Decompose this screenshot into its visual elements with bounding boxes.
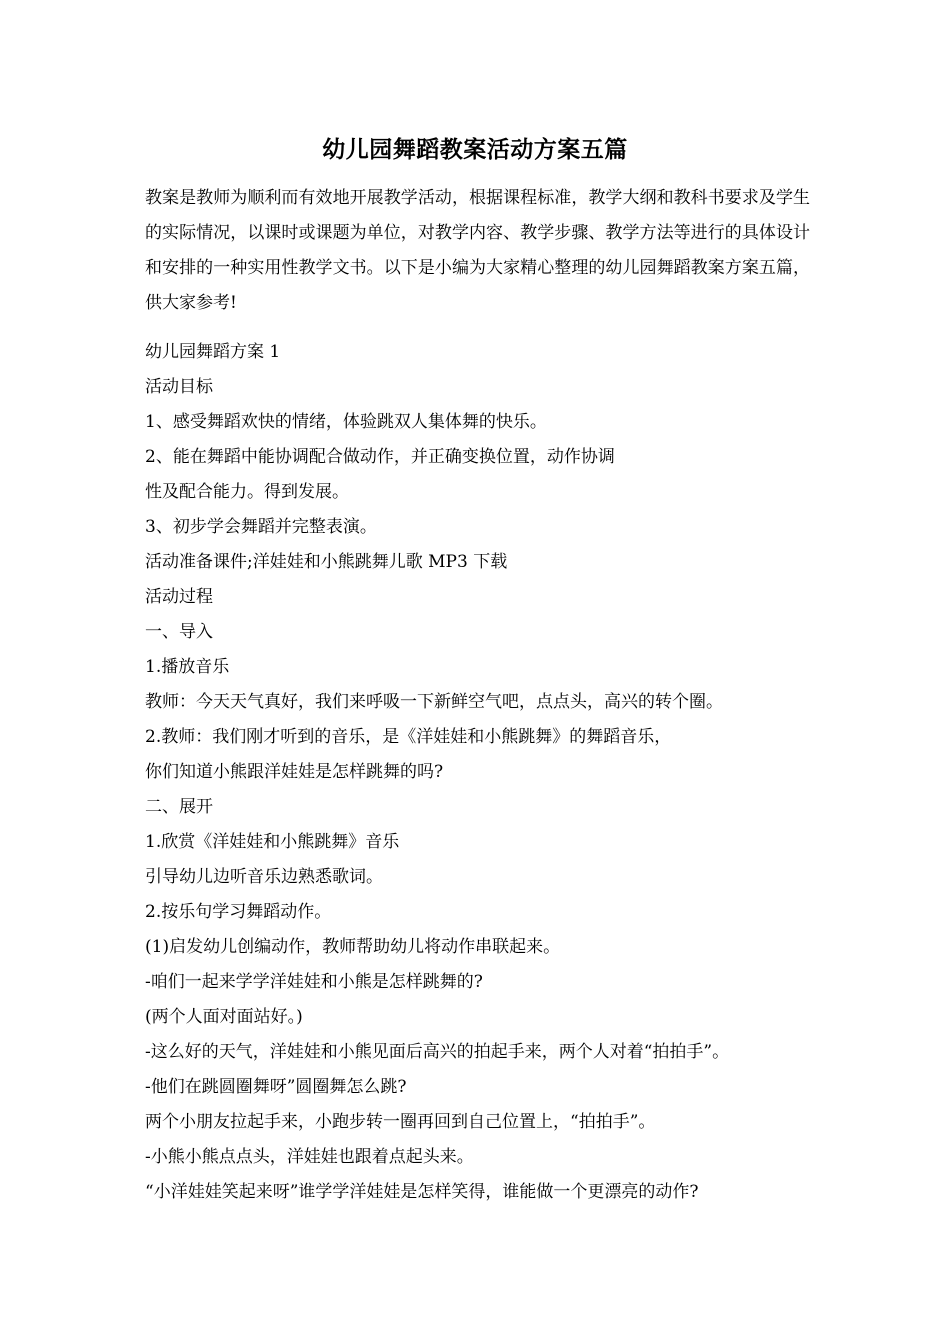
text-line: 1.欣赏《洋娃娃和小熊跳舞》音乐 [145,832,400,852]
text-line: 2、能在舞蹈中能协调配合做动作，并正确变换位置，动作协调 [145,447,615,467]
subheading: 二、展开 [145,797,213,817]
text-line: 2.教师：我们刚才听到的音乐，是《洋娃娃和小熊跳舞》的舞蹈音乐， [145,727,672,747]
text-line: 1、感受舞蹈欢快的情绪，体验跳双人集体舞的快乐。 [145,412,547,432]
body-lines [145,335,825,1210]
text-line: (1)启发幼儿创编动作，教师帮助幼儿将动作串联起来。 [145,937,561,957]
text-line: 性及配合能力。得到发展。 [145,482,349,502]
text-line: -咱们一起来学学洋娃娃和小熊是怎样跳舞的? [145,972,483,992]
text-line: 活动准备课件;洋娃娃和小熊跳舞儿歌 MP3 下载 [145,552,508,572]
text-line: 3、初步学会舞蹈并完整表演。 [145,517,377,537]
subheading: 活动过程 [145,587,213,607]
document-title: 幼儿园舞蹈教案活动方案五篇 [322,136,628,163]
text-line: -这么好的天气，洋娃娃和小熊见面后高兴的拍起手来，两个人对着“拍拍手”。 [145,1042,730,1062]
section-heading: 幼儿园舞蹈方案 1 [145,342,281,362]
subheading: 一、导入 [145,622,213,642]
text-line: 引导幼儿边听音乐边熟悉歌词。 [145,867,383,887]
text-line: “小洋娃娃笑起来呀”谁学学洋娃娃是怎样笑得，谁能做一个更漂亮的动作? [145,1182,699,1202]
intro-paragraph: 教案是教师为顺利而有效地开展教学活动，根据课程标准，教学大纲和教科书要求及学生的实际情况，以课时或课题为单位，对教学内容、教学步骤、教学方法等进行的具体设计和安排的一种实用性教学文书。以下是小编为大家精心整理的幼儿园舞蹈教案方案五篇，供大家参考! [145,188,810,313]
text-line: 教师：今天天气真好，我们来呼吸一下新鲜空气吧，点点头，高兴的转个圈。 [145,692,723,712]
text-line: 你们知道小熊跟洋娃娃是怎样跳舞的吗? [145,762,444,782]
text-line: 1.播放音乐 [145,657,230,677]
text-line: -小熊小熊点点头，洋娃娃也跟着点起头来。 [145,1147,474,1167]
text-line: (两个人面对面站好。) [145,1007,303,1027]
text-line: 2.按乐句学习舞蹈动作。 [145,902,332,922]
subheading: 活动目标 [145,377,213,397]
text-line: -他们在跳圆圈舞呀”圆圈舞怎么跳? [145,1077,407,1097]
text-line: 两个小朋友拉起手来，小跑步转一圈再回到自己位置上，“拍拍手”。 [145,1112,656,1132]
